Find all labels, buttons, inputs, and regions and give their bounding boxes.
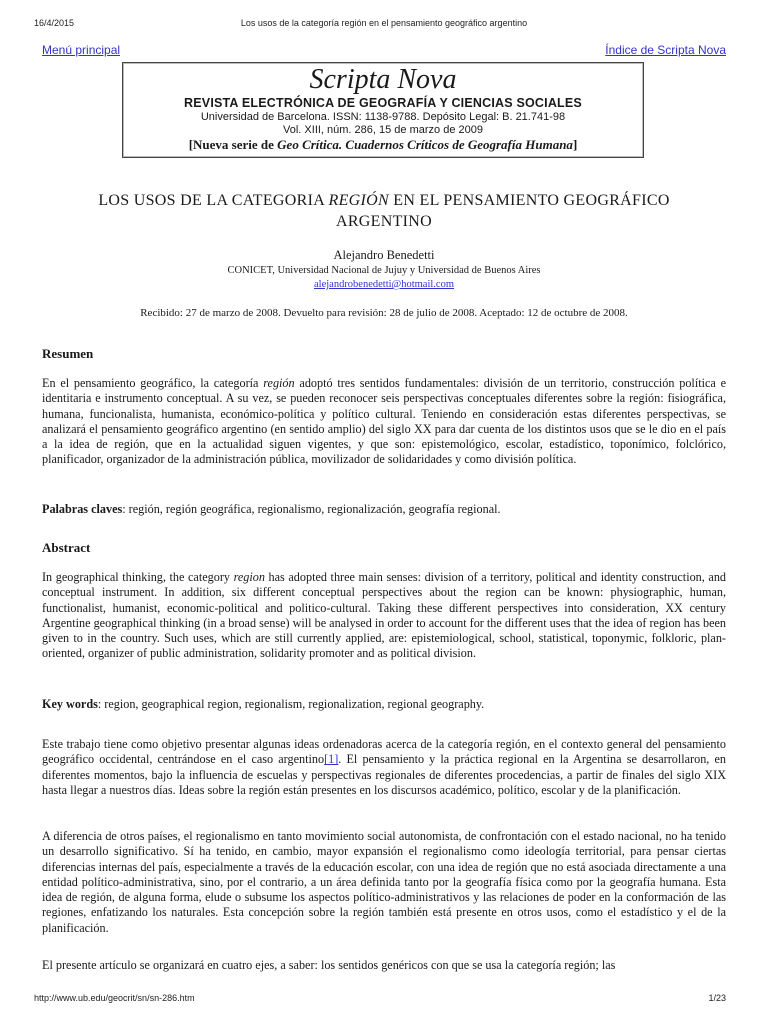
resumen-text: En el pensamiento geográfico, la categoría región adoptó tres sentidos fundamentales: división de un territorio, construcción política e identitaria e instrumento conceptual. A su vez, se pueden reconocer seis perspectivas conceptuales diferentes sobre la región: fisiográfica, humana, funcionalista, humanista, económico-política y político cultural. Teniendo en consideración estas diferentes perspectivas, se analizará el pensamiento geográfico argentino (en sentido amplio) del siglo XX para dar cuenta de los distintos usos que se le dio en el país a la idea de región, que en la actualidad siguen vigentes, y que son: epistemológico, escolar, estadístico, toponímico, folclórico, planificador, organizador de la administración pública, movilizador de solidaridades y como división política. — [42, 376, 726, 467]
journal-subtitle: REVISTA ELECTRÓNICA DE GEOGRAFÍA Y CIENCIAS SOCIALES — [184, 96, 582, 110]
article-title: LOS USOS DE LA CATEGORIA REGIÓN EN EL PENSAMIENTO GEOGRÁFICO ARGENTINO — [98, 192, 670, 230]
body-paragraph-1: Este trabajo tiene como objetivo presentar algunas ideas ordenadoras acerca de la categoría región, en el contexto general del pensamiento geográfico occidental, centrándose en el caso argentino[1]. El pensamiento y la práctica regional en la Argentina se desarrollaron, en diferentes momentos, bajo la influencia de escuelas y perspectivas regionales de diferentes procedencias, a partir de finales del siglo XIX hasta llegar a nuestros días. Ideas sobre la región están presentes en los discursos académico, político, escolar y de la planificación. — [42, 737, 726, 797]
journal-title: Scripta Nova — [309, 64, 457, 95]
pdf-print-header — [0, 18, 768, 32]
print-page-title: Los usos de la categoría región en el pensamiento geográfico argentino — [240, 18, 528, 28]
abstract-keywords: Key words: region, geographical region, regionalism, regionalization, regional geography. — [42, 697, 485, 711]
print-date: 16/4/2015 — [34, 18, 75, 28]
main-menu-link[interactable]: Menú principal — [42, 43, 121, 57]
pdf-print-footer — [0, 993, 768, 1007]
article-dates: Recibido: 27 de marzo de 2008. Devuelto para revisión: 28 de julio de 2008. Aceptado: 12 de octubre de 2008. — [140, 307, 628, 319]
top-navigation — [42, 43, 726, 59]
resumen-heading: Resumen — [42, 346, 94, 361]
index-link[interactable]: Índice de Scripta Nova — [605, 43, 726, 57]
print-page-number: 1/23 — [708, 993, 726, 1003]
body-paragraph-2: A diferencia de otros países, el regionalismo en tanto movimiento social autonomista, de confrontación con el estado nacional, no ha tenido un desarrollo significativo. Sí ha tenido, en cambio, mayor expansión el regionalismo como ideología territorial, para pensar ciertas diferencias internas del país, especialmente a través de la educación escolar, con una idea de región que no está asociada directamente a una entidad político-administrativa, sino, por el contrario, a un área definida tanto por la geografía física como por la geografía humana. Esta idea de región, de alguna forma, elude o subsume los aspectos político-administrativos y las relaciones de poder en la conformación de las regiones, enfatizando los naturales. Esta concepción sobre la región también está presente en otros usos, como el estadístico y el de la planificación. — [42, 829, 726, 935]
author-name: Alejandro Benedetti — [333, 248, 435, 262]
journal-series: [Nueva serie de Geo Crítica. Cuadernos Críticos de Geografía Humana] — [188, 137, 578, 152]
footnote-ref-1[interactable]: [1] — [324, 752, 339, 767]
abstract-heading: Abstract — [42, 540, 91, 555]
journal-masthead — [122, 62, 644, 158]
resumen-keywords: Palabras claves: región, región geográfica, regionalismo, regionalización, geografía regional. — [42, 502, 501, 516]
journal-volume: Vol. XIII, núm. 286, 15 de marzo de 2009 — [283, 124, 483, 136]
author-email-link[interactable]: alejandrobenedetti@hotmail.com — [314, 279, 454, 290]
body-paragraph-3: El presente artículo se organizará en cuatro ejes, a saber: los sentidos genéricos con que se usa la categoría región; las — [42, 958, 616, 972]
journal-university: Universidad de Barcelona. ISSN: 1138-9788. Depósito Legal: B. 21.741-98 — [200, 111, 566, 123]
author-email — [42, 278, 726, 291]
author-affiliation: CONICET, Universidad Nacional de Jujuy y Universidad de Buenos Aires — [227, 265, 541, 276]
abstract-text: In geographical thinking, the category region has adopted three main senses: division of a territory, political and identity construction, and conceptual instrument. In addition, six different conceptual perspectives about the region can be known: physiographic, human, functionalist, humanist, economic-political and politico-cultural. Taking these different perspectives into consideration, XX century Argentine geographical thinking (in a broad sense) will be analysed in order to account for the different uses that the idea of region has been given to in the country. Such uses, which are still currently applied, are: epistemiological, school, statistical, toponymic, folkloric, plan-oriented, organizer of public administration, solidarity promoter and as political division. — [42, 570, 727, 661]
print-url: http://www.ub.edu/geocrit/sn/sn-286.htm — [34, 993, 195, 1003]
